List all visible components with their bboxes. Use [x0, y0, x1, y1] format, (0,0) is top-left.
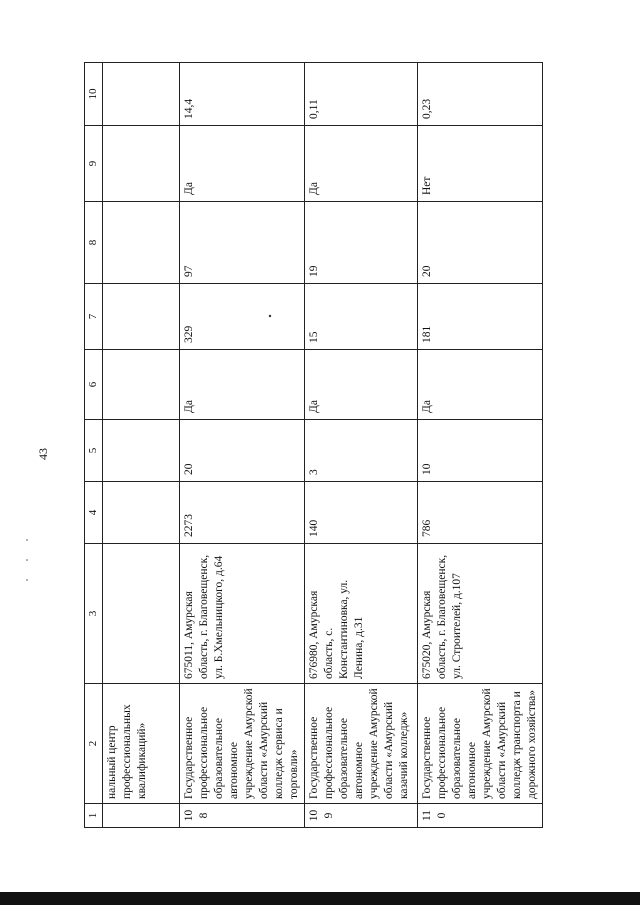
- cell-c10: 14,4: [180, 63, 305, 126]
- header-cell: 9: [85, 126, 103, 202]
- cell-address: 676980, Амурская область, с. Константиновка, ул. Ленина, д.31: [305, 544, 418, 684]
- cell-c7: 15: [305, 284, 418, 350]
- cell-name: нальный центр профессиональных квалификаций»: [103, 684, 180, 804]
- header-cell: 3: [85, 544, 103, 684]
- cell-c7: 181: [418, 284, 543, 350]
- header-cell: 4: [85, 482, 103, 544]
- scan-edge: [0, 892, 640, 905]
- cell-c8: 20: [418, 202, 543, 284]
- cell-c4: 140: [305, 482, 418, 544]
- cell-c9: Нет: [418, 126, 543, 202]
- cell-c4: 2273: [180, 482, 305, 544]
- header-cell: 1: [85, 804, 103, 828]
- cell-c7: 329: [180, 284, 305, 350]
- cell-c5: 3: [305, 420, 418, 482]
- cell-c5: 10: [418, 420, 543, 482]
- header-cell: 2: [85, 684, 103, 804]
- cell-c4: 786: [418, 482, 543, 544]
- cell-c6: Да: [305, 350, 418, 420]
- cell-name: Государственное профессиональное образовательное автономное учреждение Амурской области «Амурский колледж сервиса и торговли»: [180, 684, 305, 804]
- cell-c9: Да: [180, 126, 305, 202]
- header-cell: 6: [85, 350, 103, 420]
- cell-c9: Да: [305, 126, 418, 202]
- page-number: 43: [36, 448, 50, 460]
- header-cell: 10: [85, 63, 103, 126]
- cell-c5: 20: [180, 420, 305, 482]
- header-cell: 7: [85, 284, 103, 350]
- cell-c10: 0,23: [418, 63, 543, 126]
- cell-c6: Да: [180, 350, 305, 420]
- cell-address: 675020, Амурская область, г. Благовещенск, ул. Строителей, д.107: [418, 544, 543, 684]
- cell-no: 108: [180, 804, 305, 828]
- cell-name: Государственное профессиональное образовательное автономное учреждение Амурской области «Амурский колледж транспорта и дорожного хозяйства»: [418, 684, 543, 804]
- header-cell: 5: [85, 420, 103, 482]
- cell-c6: Да: [418, 350, 543, 420]
- header-cell: 8: [85, 202, 103, 284]
- cell-c10: 0,11: [305, 63, 418, 126]
- cell-name: Государственное профессиональное образовательное автономное учреждение Амурской области «Амурский казачий колледж»: [305, 684, 418, 804]
- cell-c8: 19: [305, 202, 418, 284]
- cell-no: 110: [418, 804, 543, 828]
- cell-address: 675011, Амурская область, г. Благовещенск, ул. Б.Хмельницкого, д.64: [180, 544, 305, 684]
- cell-no: 109: [305, 804, 418, 828]
- cell-c8: 97: [180, 202, 305, 284]
